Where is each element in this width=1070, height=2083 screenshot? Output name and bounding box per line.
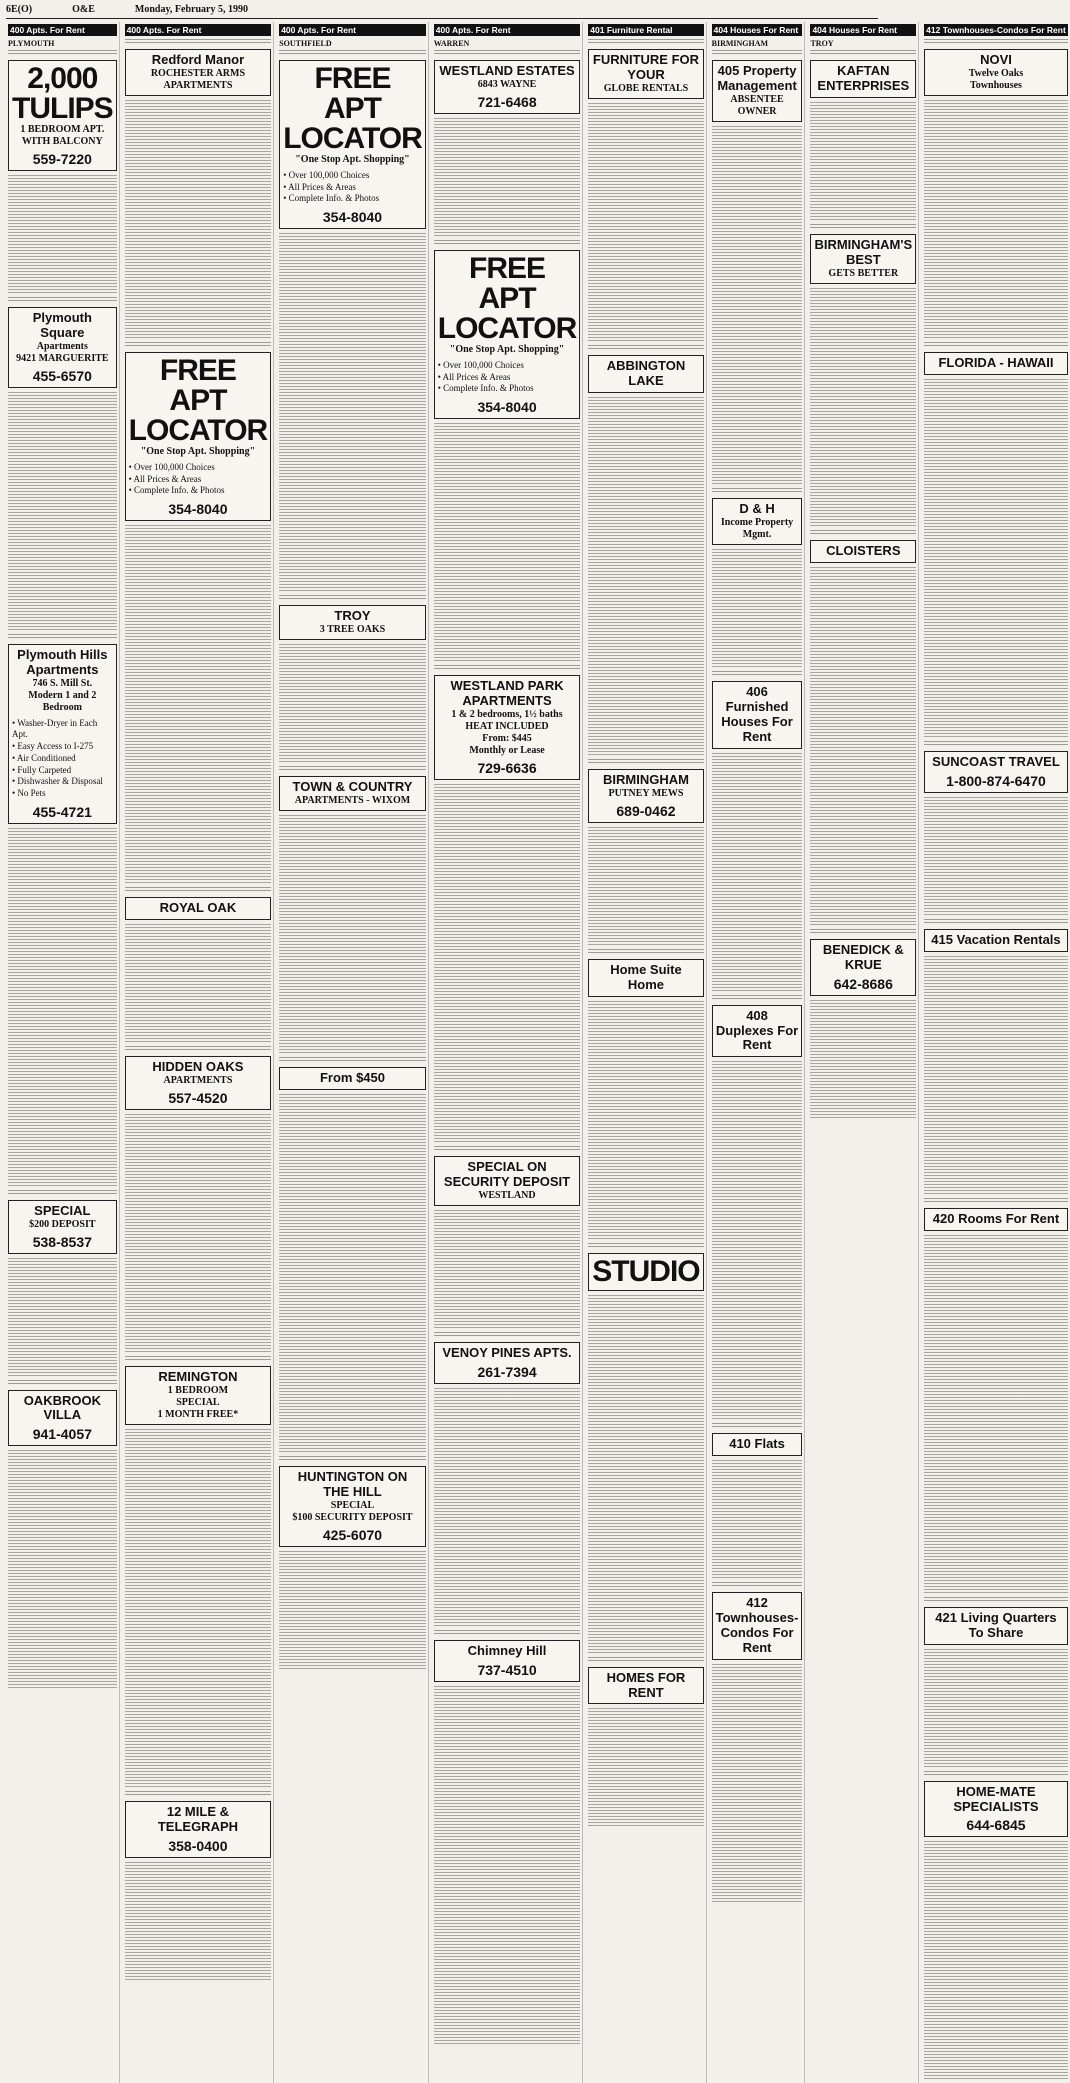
ad-line: $100 SECURITY DEPOSIT [292,1511,413,1523]
ad-line: 1 BEDROOM [167,1384,229,1396]
section-heading: 400 Apts. For Rent [434,24,581,36]
listing-text-block [434,784,581,1144]
ad-phone: 642-8686 [833,975,893,992]
ad-title: Redford Manor [151,52,245,67]
ad-title: FLORIDA - HAWAII [938,354,1054,370]
ad-phone: 261-7394 [477,1363,537,1380]
ad-title: HOMES FOR RENT [606,1669,686,1700]
ad-title: 410 Flats [729,1436,785,1452]
ad-line: 6843 WAYNE [477,78,537,90]
display-ad [8,307,117,388]
city-subheading: TROY [810,39,834,48]
ad-line: WESTLAND [478,1189,536,1201]
classified-columns [6,22,1066,1854]
listing-text-block [8,392,117,632]
display-ad [434,60,581,114]
listing-text-block [712,549,803,669]
ad-title: 412 Townhouses-Condos For Rent [715,1595,799,1656]
paper-name: O&E [72,4,95,15]
ad-line: SPECIAL [176,1396,220,1408]
ad-feature: • All Prices & Areas [283,181,356,192]
display-ad [924,1781,1068,1838]
display-ad [8,644,117,824]
listing-text-block [279,1456,426,1462]
ad-line: Income Property Mgmt. [720,516,794,540]
ad-line: Twelve Oaks [968,67,1024,79]
ad-title: D & H [739,500,775,516]
ad-phone: 689-0462 [616,802,676,819]
ad-headline: FREE APT LOCATOR [128,353,268,447]
ad-line: $200 DEPOSIT [29,1218,96,1230]
listing-text-block [279,815,426,1055]
listing-text-block [712,50,803,56]
listing-text-block [810,224,916,230]
listing-text-block [588,1708,703,1828]
listing-text-block [8,1450,117,1690]
listing-text-block [279,1094,426,1454]
ad-phone: 455-4721 [32,803,92,820]
listing-text-block [8,828,117,1188]
classified-column [277,22,429,2083]
ad-line: ABSENTEE OWNER [730,93,784,117]
listing-text-block [588,759,703,765]
section-heading: 404 Houses For Rent [810,24,916,36]
ad-phone: 737-4510 [477,1661,537,1678]
display-ad [712,681,803,749]
listing-text-block [810,567,916,927]
listing-text-block [125,342,272,348]
listing-text-block [125,924,272,1044]
ad-title: KAFTAN ENTERPRISES [817,63,910,93]
classified-column [123,22,275,2083]
ad-line: 1 BEDROOM APT. [20,124,105,135]
listing-text-block [434,665,581,671]
listing-text-block [712,753,803,993]
listing-text-block [434,1332,581,1338]
listing-text-block [810,102,916,222]
ad-title: TOWN & COUNTRY [292,779,413,794]
ad-title: BIRMINGHAM [603,771,689,787]
ad-phone: 354-8040 [322,209,383,226]
masthead [6,4,878,19]
ad-title: ABBINGTON LAKE [606,357,686,388]
ad-title: Chimney Hill [467,1642,547,1658]
ad-feature: • Washer-Dryer in Each Apt. [12,717,98,740]
classified-column [432,22,584,2083]
display-ad [924,929,1068,952]
ad-line: APARTMENTS [163,79,233,91]
display-ad [279,605,426,640]
ad-phone: 557-4520 [168,1089,228,1106]
display-ad [434,675,581,780]
ad-phone: 354-8040 [168,501,228,517]
display-ad [712,1433,803,1456]
listing-text-block [588,103,703,343]
display-ad [712,1005,803,1058]
ad-line: APARTMENTS - WIXOM [294,794,411,806]
display-ad [588,1253,703,1291]
ad-title: BENEDICK & KRUE [822,941,904,972]
page-number: 6E(O) [6,4,33,15]
display-ad [279,60,426,229]
listing-text-block [712,1460,803,1580]
ad-line: GETS BETTER [828,267,899,279]
ad-title: FURNITURE FOR YOUR [592,52,700,82]
listing-text-block [434,240,581,246]
listing-text-block [712,1061,803,1421]
ad-title: HIDDEN OAKS [152,1058,244,1074]
listing-text-block [434,118,581,238]
display-ad [588,1667,703,1705]
display-ad [125,897,272,920]
listing-text-block [810,530,916,536]
display-ad [434,1342,581,1384]
listing-text-block [924,342,1068,348]
display-ad [125,352,272,521]
ad-title: 415 Vacation Rentals [931,931,1061,947]
ad-line: HEAT INCLUDED [465,720,549,732]
listing-text-block [434,423,581,663]
listing-text-block [125,39,272,45]
display-ad [924,1607,1068,1645]
ad-headline: FREE APT LOCATOR [283,62,422,155]
listing-text-block [125,1429,272,1789]
listing-text-block [712,1664,803,1904]
listing-text-block [588,397,703,757]
ad-title: SPECIAL ON SECURITY DEPOSIT [443,1158,571,1189]
ad-phone: 1-800-874-6470 [946,772,1046,789]
listing-text-block [434,1210,581,1330]
ad-line: ROCHESTER ARMS [150,67,246,79]
ad-title: VENOY PINES APTS. [442,1344,572,1360]
listing-text-block [588,1001,703,1241]
listing-text-block [924,1597,1068,1603]
listing-text-block [8,297,117,303]
listing-text-block [279,50,426,56]
ad-line: "One Stop Apt. Shopping" [295,154,410,165]
listing-text-block [125,100,272,340]
display-ad [924,1208,1068,1231]
ad-phone: 559-7220 [32,151,92,167]
display-ad [434,1156,581,1206]
listing-text-block [712,488,803,494]
display-ad [712,498,803,545]
listing-text-block [924,1841,1068,2081]
listing-text-block [125,1791,272,1797]
section-heading: 404 Houses For Rent [712,24,803,36]
display-ad [279,1466,426,1547]
listing-text-block [125,525,272,885]
ad-feature: • All Prices & Areas [128,473,202,484]
ad-feature: • Air Conditioned [12,752,76,763]
listing-text-block [924,797,1068,917]
ad-title: HOME-MATE SPECIALISTS [953,1783,1039,1814]
ad-line: 3 TREE OAKS [319,624,386,635]
classified-column [922,22,1070,2083]
ad-feature: • No Pets [12,787,46,798]
ad-headline: 2,000 TULIPS [12,62,113,125]
listing-text-block [810,288,916,528]
listing-text-block [279,595,426,601]
display-ad [8,1200,117,1254]
ad-title: 12 MILE & TELEGRAPH [157,1803,239,1834]
listing-text-block [924,1771,1068,1777]
display-ad [588,769,703,823]
ad-title: 406 Furnished Houses For Rent [721,683,793,744]
listing-text-block [434,1686,581,2046]
ad-title: 420 Rooms For Rent [932,1210,1060,1226]
ad-title: 405 Property Management [717,63,797,93]
ad-title: BIRMINGHAM'S BEST [814,236,913,267]
ad-line: Monthly or Lease [469,744,545,756]
ad-phone: 354-8040 [477,399,537,415]
listing-text-block [712,671,803,677]
ad-feature: • Complete Info. & Photos [283,193,380,204]
display-ad [924,751,1068,793]
listing-text-block [924,1235,1068,1595]
section-heading: 412 Townhouses-Condos For Rent [926,25,1066,35]
display-ad [810,939,916,996]
listing-text-block [924,379,1068,739]
display-ad [810,60,916,98]
display-ad [810,540,916,563]
display-ad [810,234,916,284]
ad-title: OAKBROOK VILLA [23,1392,101,1423]
classified-column [586,22,706,2083]
ad-line: Townhouses [970,79,1022,91]
ad-headline: STUDIO [592,1254,700,1288]
listing-text-block [924,1198,1068,1204]
display-ad [712,1592,803,1660]
display-ad [434,1640,581,1682]
ad-feature: • Over 100,000 Choices [437,359,524,370]
listing-text-block [8,175,117,295]
section-heading: 400 Apts. For Rent [8,24,117,36]
listing-text-block [125,1862,272,1982]
ad-line: From: $445 [482,732,532,744]
listing-text-block [279,644,426,764]
ad-phone: 941-4057 [32,1426,92,1443]
ad-title: SUNCOAST TRAVEL [932,753,1060,769]
section-heading: 400 Apts. For Rent [279,24,426,36]
display-ad [125,1056,272,1110]
listing-text-block [588,949,703,955]
display-ad [125,1801,272,1858]
listing-text-block [810,50,916,56]
listing-text-block [924,100,1068,340]
ad-title: 421 Living Quarters To Share [935,1609,1057,1640]
listing-text-block [712,1423,803,1429]
ad-title: Home Suite Home [610,961,682,992]
classified-column [6,22,120,2083]
listing-text-block [8,50,117,56]
ad-title: TROY [334,608,371,624]
display-ad [924,49,1068,96]
ad-line: 746 S. Mill St. [32,677,93,689]
issue-date: Monday, February 5, 1990 [134,4,248,15]
listing-text-block [8,1380,117,1386]
classified-column [710,22,806,2083]
display-ad [125,1366,272,1425]
listing-text-block [810,1000,916,1120]
ad-feature: • All Prices & Areas [437,371,511,382]
ad-title: WESTLAND PARK APARTMENTS [450,678,564,708]
ad-phone: 455-6570 [32,367,92,384]
ad-title: CLOISTERS [826,542,901,558]
ad-headline: FREE APT LOCATOR [437,251,577,345]
ad-title: REMINGTON [158,1368,238,1384]
ad-title: Plymouth Hills Apartments [17,646,108,677]
ad-line: GLOBE RENTALS [603,82,689,94]
ad-line: PUTNEY MEWS [608,787,684,799]
ad-line: "One Stop Apt. Shopping" [140,445,256,457]
ad-feature: • Fully Carpeted [12,764,72,775]
ad-title: Plymouth Square [32,310,92,340]
ad-feature: • Dishwasher & Disposal [12,776,103,787]
city-subheading: PLYMOUTH [8,39,55,48]
listing-text-block [712,1582,803,1588]
listing-text-block [125,1046,272,1052]
listing-text-block [8,1258,117,1378]
ad-title: 408 Duplexes For Rent [715,1007,799,1053]
listing-text-block [924,919,1068,925]
ad-feature: • Complete Info. & Photos [128,485,225,496]
ad-feature: • Over 100,000 Choices [283,170,370,180]
listing-text-block [434,1388,581,1628]
listing-text-block [588,1295,703,1655]
listing-text-block [279,766,426,772]
city-subheading: SOUTHFIELD [279,39,332,48]
section-heading: 400 Apts. For Rent [125,24,272,36]
listing-text-block [712,995,803,1001]
ad-phone: 729-6636 [477,759,537,776]
display-ad [279,776,426,811]
ad-line: SPECIAL [330,1499,375,1511]
ad-phone: 721-6468 [477,93,537,110]
listing-text-block [125,1356,272,1362]
ad-phone: 425-6070 [322,1526,383,1543]
display-ad [588,959,703,997]
ad-title: WESTLAND ESTATES [439,63,575,78]
display-ad [8,1390,117,1447]
listing-text-block [924,1649,1068,1769]
display-ad [588,49,703,99]
ad-title: NOVI [980,52,1012,67]
ad-phone: 644-6845 [966,1817,1026,1834]
listing-text-block [588,39,703,45]
ad-line: Modern 1 and 2 Bedroom [28,689,97,713]
ad-feature-list [12,718,113,800]
ad-feature: • Easy Access to I-275 [12,741,94,752]
ad-phone: 358-0400 [168,1837,228,1854]
listing-text-block [712,126,803,486]
listing-text-block [810,929,916,935]
ad-title: ROYAL OAK [159,900,237,915]
city-subheading: WARREN [433,39,470,48]
city-subheading: BIRMINGHAM [711,39,769,48]
listing-text-block [588,345,703,351]
listing-text-block [924,741,1068,747]
listing-text-block [434,1146,581,1152]
classified-column [808,22,919,2083]
ad-line: "One Stop Apt. Shopping" [449,343,565,355]
display-ad [712,60,803,122]
ad-feature-list [438,360,577,395]
listing-text-block [924,39,1068,45]
listing-text-block [588,1657,703,1663]
listing-text-block [434,50,581,56]
ad-phone: 538-8537 [32,1233,92,1250]
ad-feature-list [129,462,268,497]
display-ad [125,49,272,96]
listing-text-block [125,887,272,893]
ad-feature: • Complete Info. & Photos [437,383,534,394]
listing-text-block [8,1190,117,1196]
listing-text-block [588,827,703,947]
listing-text-block [125,1114,272,1354]
ad-line: 9421 MARGUERITE [16,352,109,364]
ad-title: HUNTINGTON ON THE HILL [297,1468,408,1499]
listing-text-block [279,1551,426,1671]
listing-text-block [279,1057,426,1063]
listing-text-block [8,634,117,640]
section-heading: 401 Furniture Rental [588,24,703,36]
listing-text-block [924,956,1068,1196]
listing-text-block [588,1243,703,1249]
ad-line: 1 & 2 bedrooms, 1½ baths [451,708,563,720]
ad-feature: • Over 100,000 Choices [128,461,215,472]
display-ad [924,352,1068,375]
ad-line: 1 MONTH FREE* [157,1408,239,1420]
ad-title: From $450 [319,1069,385,1085]
display-ad [279,1067,426,1090]
listing-text-block [434,1630,581,1636]
display-ad [434,250,581,419]
ad-line: APARTMENTS [163,1074,233,1086]
listing-text-block [279,233,426,593]
ad-feature-list [283,170,422,205]
ad-title: SPECIAL [34,1202,91,1218]
display-ad [588,355,703,393]
ad-line: Apartments [36,340,88,352]
ad-line: WITH BALCONY [21,136,103,147]
display-ad [8,60,117,171]
